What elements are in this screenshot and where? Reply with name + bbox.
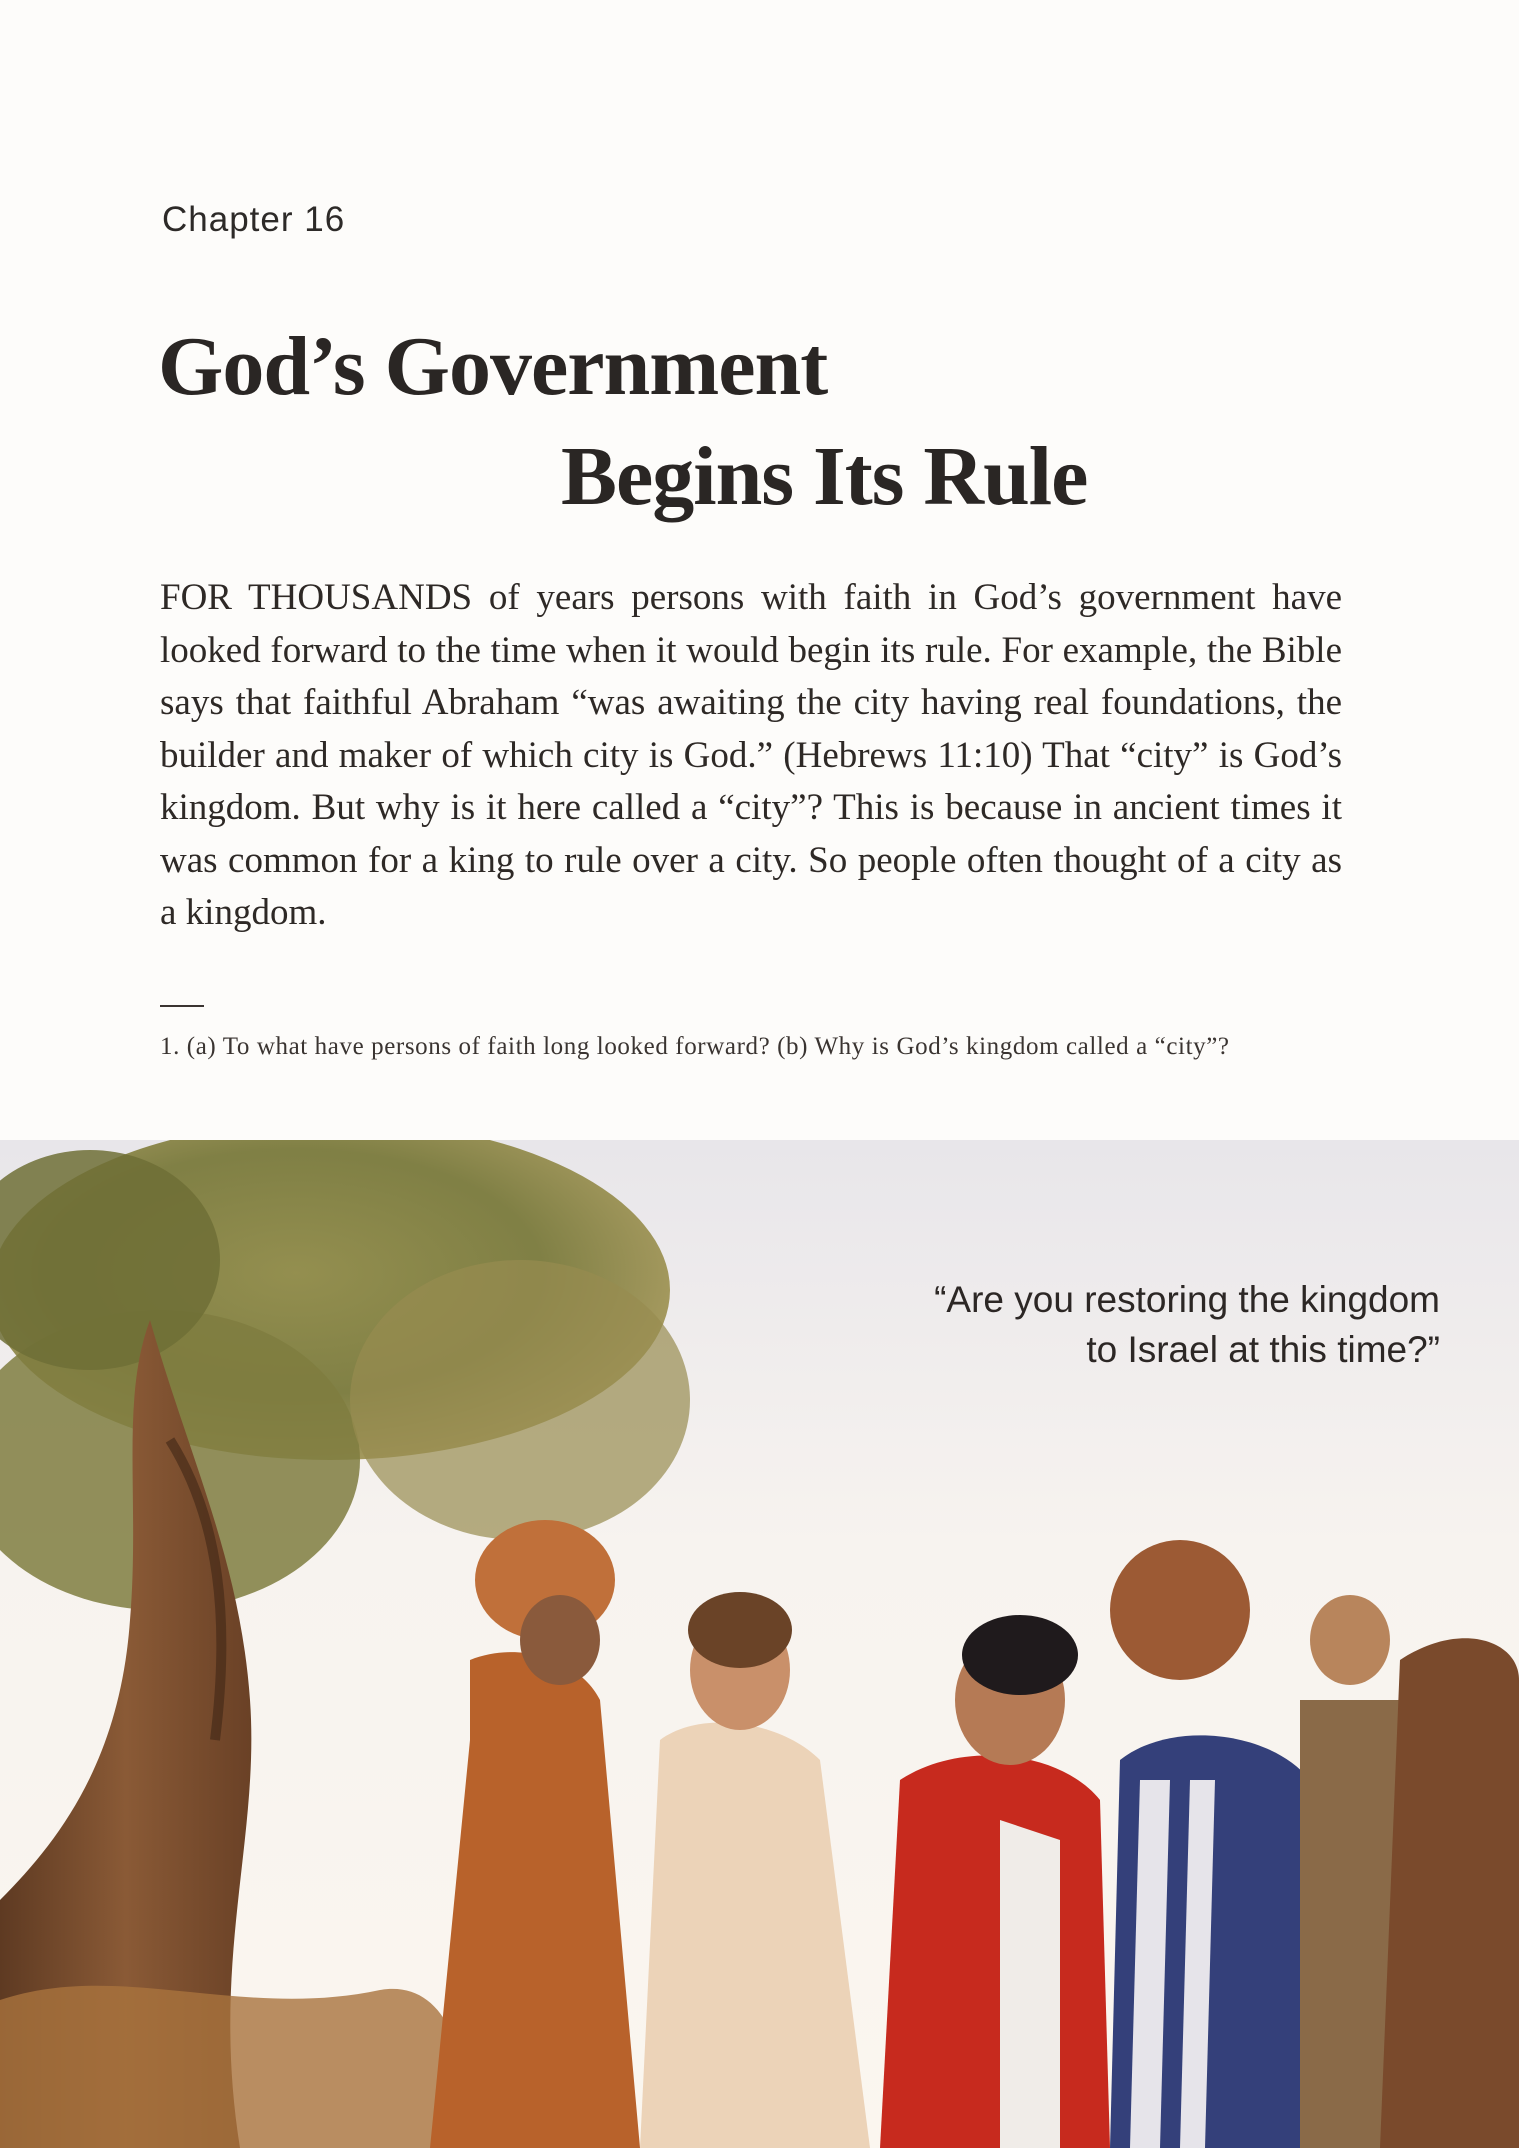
body-paragraph: FOR THOUSANDS of years persons with faith in God’s government have looked forward to the time when it would begin its rule. For example, the Bible says that faithful Abraham “was awaiting the city having real foundations, the builder and maker of which city is God.” (Hebrews 11:10) That “city” is God’s kingdom. But why is it here called a “city”? This is because in ancient times it was common for a king to rule over a city. So people often thought of a city as a kingdom. xyxy=(160,577,1342,933)
study-question: 1. (a) To what have persons of faith long looked forward? (b) Why is God’s kingdom called a “city”? xyxy=(160,1033,1230,1060)
footnote-rule xyxy=(160,1005,204,1007)
title-line-1: God’s Government xyxy=(158,320,828,413)
illustration-caption xyxy=(700,1275,1440,1375)
title-line-2: Begins Its Rule xyxy=(561,430,1088,523)
caption-line-1: “Are you restoring the kingdom xyxy=(934,1279,1440,1320)
chapter-label: Chapter 16 xyxy=(162,200,346,239)
ground-grass xyxy=(0,1986,470,2148)
caption-line-2: to Israel at this time?” xyxy=(1086,1329,1440,1370)
figures-background-right xyxy=(1300,1595,1519,2148)
